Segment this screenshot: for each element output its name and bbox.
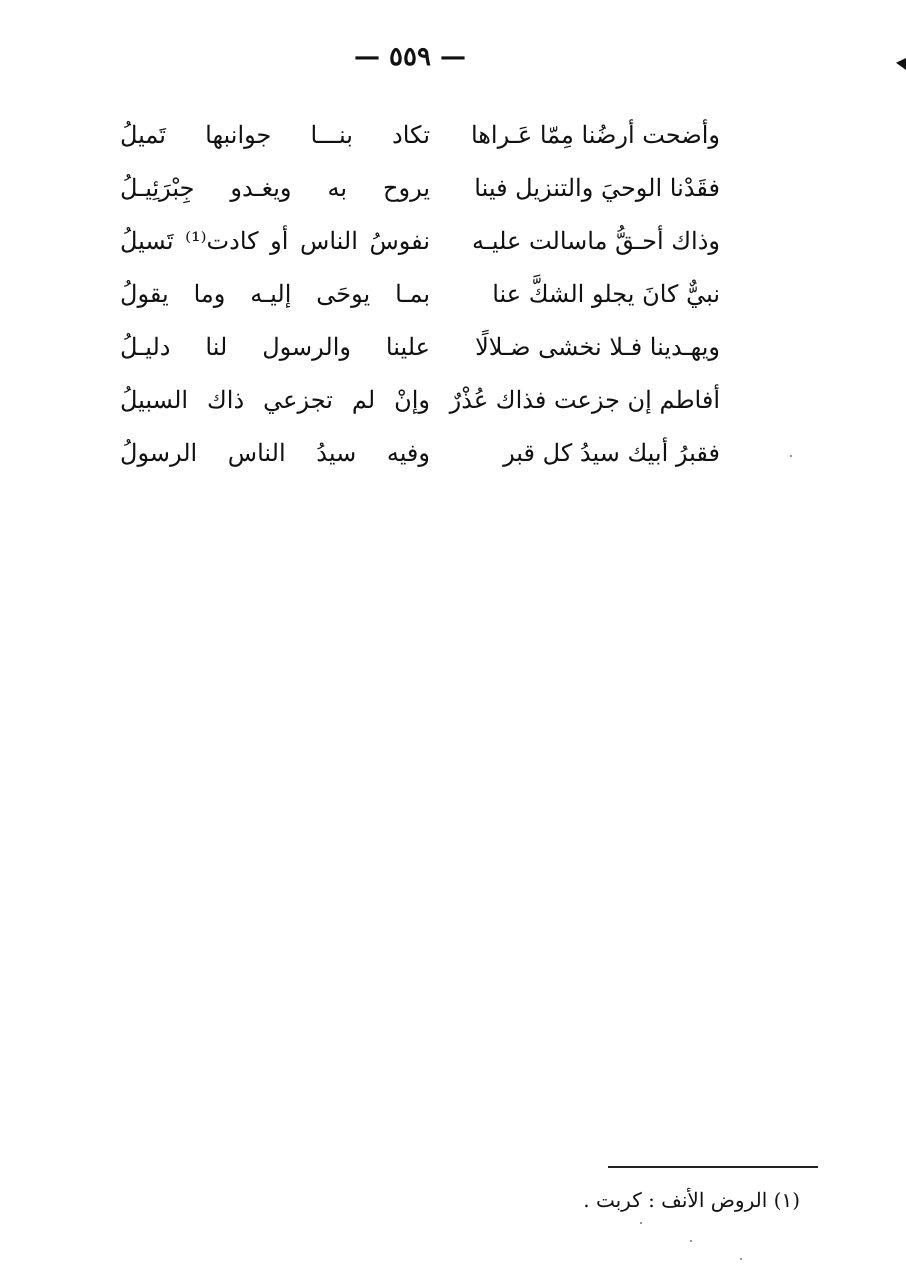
verse-first-hemistich: أفاطم إن جزعت فذاك عُذْرٌ: [449, 385, 720, 414]
verse-second-hemistich: تكاد بنـــا جوانبها تَميلُ: [120, 120, 430, 149]
verse: [120, 320, 720, 373]
verse-first-hemistich: وذاك أحـقُّ ماسالت عليـه: [471, 226, 720, 255]
verse: [120, 373, 720, 426]
verse-first-hemistich: نبيٌّ كانَ يجلو الشكَّ عنا: [492, 279, 720, 308]
scan-speck: [690, 1240, 692, 1242]
footnote: (١) الروض الأنف : كربت .: [583, 1188, 800, 1212]
verse: [120, 426, 720, 479]
poem: [120, 108, 720, 479]
verse-second-hemistich: علينا والرسول لنا دليـلُ: [120, 332, 430, 361]
footnote-divider: [608, 1166, 818, 1168]
verse: [120, 108, 720, 161]
verse-second-hemistich: نفوسُ الناس أو كادت⁽¹⁾ تَسيلُ: [120, 226, 430, 255]
verse-second-hemistich: وإنْ لم تجزعي ذاك السبيلُ: [120, 385, 430, 414]
verse-first-hemistich: وأضحت أرضُنا مِمّا عَـراها: [470, 120, 720, 149]
scan-speck: [640, 1222, 642, 1224]
verse-first-hemistich: فقبرُ أبيك سيدُ كل قبر: [503, 438, 720, 467]
verse-first-hemistich: ويهـدينا فـلا نخشى ضـلالًا: [475, 332, 720, 361]
verse: [120, 161, 720, 214]
scan-speck: [790, 455, 792, 457]
verse: [120, 214, 720, 267]
verse-second-hemistich: يروح به ويغـدو جِبْرَئِيـلُ: [120, 173, 430, 202]
page-number: — ٥٥٩ —: [353, 42, 467, 72]
scan-edge-mark: [896, 58, 906, 70]
verse-first-hemistich: فقَدْنا الوحيَ والتنزيل فينا: [474, 173, 720, 202]
verse: [120, 267, 720, 320]
scan-speck: [740, 1258, 742, 1260]
verse-second-hemistich: وفيه سيدُ الناس الرسولُ: [120, 438, 430, 467]
verse-second-hemistich: بمـا يوحَى إليـه وما يقولُ: [120, 279, 430, 308]
